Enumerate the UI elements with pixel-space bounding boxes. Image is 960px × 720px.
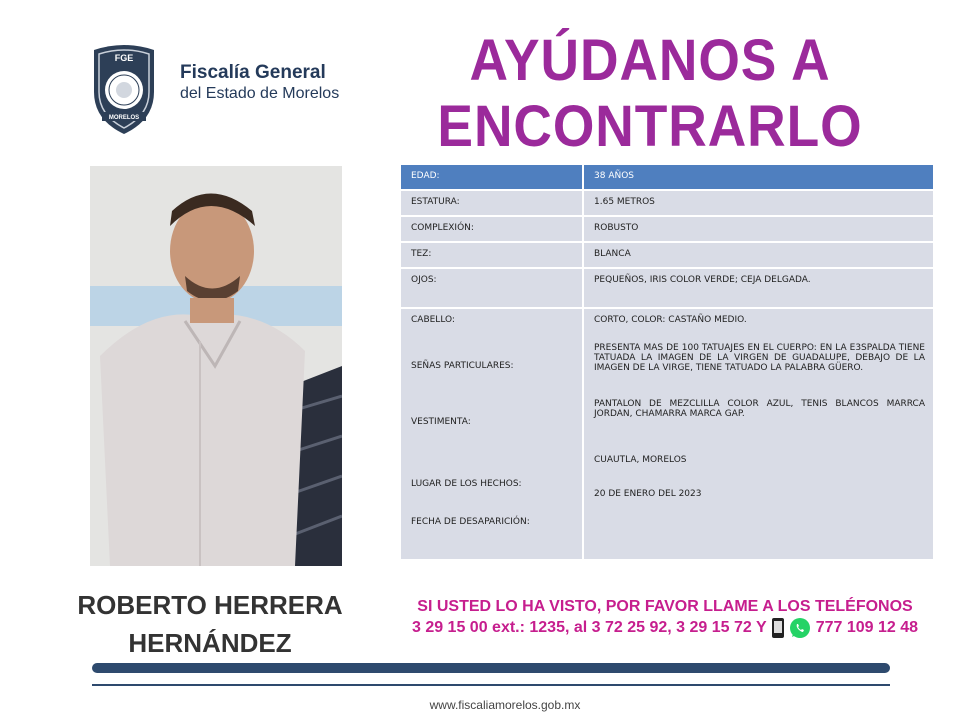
row-complexion	[401, 217, 933, 241]
value-ojos: PEQUEÑOS, IRIS COLOR VERDE; CEJA DELGADA.	[584, 269, 933, 307]
footer-bar	[92, 663, 890, 673]
row-tez	[401, 243, 933, 267]
missing-person-photo	[90, 166, 342, 566]
details-values	[584, 309, 933, 559]
org-subtitle: del Estado de Morelos	[180, 85, 340, 102]
cta-whatsapp-number: 777 109 12 48	[815, 619, 919, 637]
svg-text:FGE: FGE	[114, 53, 134, 63]
label-tez: TEZ:	[401, 243, 584, 267]
footer-divider	[92, 684, 890, 686]
website-link[interactable]: www.fiscaliamorelos.gob.mx	[429, 698, 581, 712]
person-name-line1: ROBERTO HERRERA	[77, 590, 343, 620]
row-details	[401, 309, 933, 559]
label-ojos: OJOS:	[401, 269, 584, 307]
headline	[420, 28, 880, 160]
person-name-line2: HERNÁNDEZ	[128, 628, 292, 658]
value-edad: 38 AÑOS	[584, 165, 933, 189]
svg-text:MORELOS: MORELOS	[108, 115, 140, 121]
value-senas: PRESENTA MAS DE 100 TATUAJES EN EL CUERPO: EN LA E3SPALDA TIENE TATUADA LA IMAGEN DE LA VIRGEN DE GUADALUPE, DEBAJO DE LA IMAGEN DE LA VIRGE, TIENE TATUADO LA PALABRA GÜERO.	[594, 343, 925, 373]
mobile-phone-icon	[771, 617, 785, 639]
details-labels	[401, 309, 584, 559]
fge-badge-logo	[88, 42, 160, 136]
label-fecha: FECHA DE DESAPARICIÓN:	[411, 517, 530, 527]
cta-phones: 3 29 15 00 ext.: 1235, al 3 72 25 92, 3 29 15 72 Y	[411, 619, 767, 637]
cta-line2	[370, 617, 960, 639]
value-vestimenta: PANTALON DE MEZCLILLA COLOR AZUL, TENIS BLANCOS MARRCA JORDAN, CHAMARRA MARCA GAP.	[594, 399, 925, 419]
value-estatura: 1.65 METROS	[584, 191, 933, 215]
row-ojos	[401, 269, 933, 307]
label-vestimenta: VESTIMENTA:	[411, 417, 471, 427]
headline-line1: AYÚDANOS A	[469, 28, 831, 93]
whatsapp-icon	[789, 617, 811, 639]
label-cabello: CABELLO:	[411, 315, 455, 325]
label-lugar: LUGAR DE LOS HECHOS:	[411, 479, 522, 489]
label-estatura: ESTATURA:	[401, 191, 584, 215]
value-lugar: CUAUTLA, MORELOS	[594, 455, 687, 465]
value-tez: BLANCA	[584, 243, 933, 267]
cta-line1: SI USTED LO HA VISTO, POR FAVOR LLAME A LOS TELÉFONOS	[417, 598, 913, 615]
description-table	[401, 163, 933, 561]
value-cabello: CORTO, COLOR: CASTAÑO MEDIO.	[594, 315, 747, 325]
org-title: Fiscalía General	[180, 62, 326, 83]
label-edad: EDAD:	[401, 165, 584, 189]
value-complexion: ROBUSTO	[584, 217, 933, 241]
row-edad	[401, 165, 933, 189]
row-estatura	[401, 191, 933, 215]
label-complexion: COMPLEXIÓN:	[401, 217, 584, 241]
person-name	[60, 586, 360, 662]
call-to-action	[370, 596, 960, 639]
headline-line2: ENCONTRARLO	[437, 94, 863, 159]
label-senas: SEÑAS PARTICULARES:	[411, 361, 514, 371]
value-fecha: 20 DE ENERO DEL 2023	[594, 489, 702, 499]
organization-name	[180, 62, 339, 104]
